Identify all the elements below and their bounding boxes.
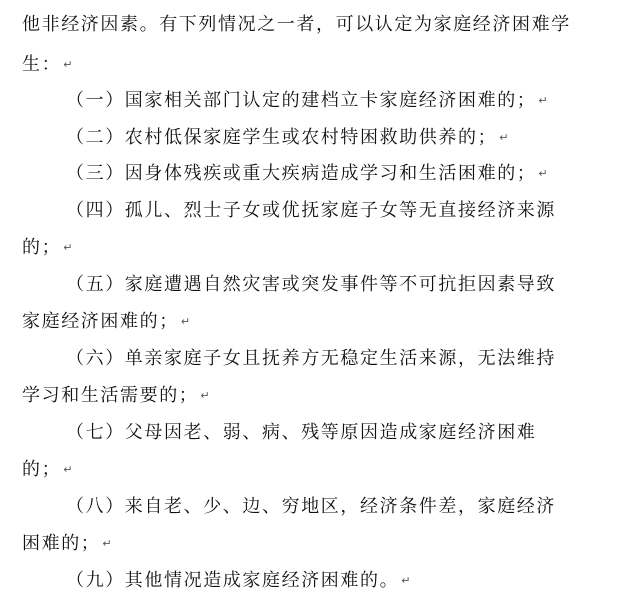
line-text: （三）因身体残疾或重大疾病造成学习和生活困难的； [66, 163, 537, 184]
paragraph-mark-icon: ↵ [499, 131, 509, 144]
paragraph-mark-icon: ↵ [63, 241, 73, 254]
list-item-7 [66, 421, 631, 445]
paragraph-mark-icon: ↵ [538, 94, 548, 107]
line-text: （一）国家相关部门认定的建档立卡家庭经济困难的； [66, 90, 537, 111]
list-item-6-continued [22, 384, 622, 408]
line-text: 生： [22, 54, 62, 75]
list-item-8-continued [22, 532, 622, 556]
list-item-3 [66, 162, 631, 186]
text-line-2 [22, 53, 622, 77]
list-item-7-continued [22, 458, 622, 482]
line-text: （八）来自老、少、边、穷地区，经济条件差，家庭经济 [66, 496, 556, 517]
line-text: （九）其他情况造成家庭经济困难的。 [66, 570, 400, 591]
line-text: 的； [22, 237, 62, 258]
paragraph-mark-icon: ↵ [102, 537, 112, 550]
line-text: 的； [22, 459, 62, 480]
paragraph-mark-icon: ↵ [63, 58, 73, 71]
text-line-1 [22, 13, 622, 37]
line-text: （七）父母因老、弱、病、残等原因造成家庭经济困难 [66, 422, 537, 443]
list-item-2 [66, 126, 631, 150]
paragraph-mark-icon: ↵ [401, 574, 411, 587]
paragraph-mark-icon: ↵ [538, 167, 548, 180]
list-item-4 [66, 199, 631, 223]
paragraph-mark-icon: ↵ [200, 389, 210, 402]
line-text: 学习和生活需要的； [22, 385, 199, 406]
list-item-5 [66, 273, 631, 297]
paragraph-mark-icon: ↵ [180, 315, 191, 328]
line-text: 他非经济因素。有下列情况之一者，可以认定为家庭经济困难学 [22, 14, 571, 35]
line-text: （四）孤儿、烈士子女或优抚家庭子女等无直接经济来源 [66, 200, 556, 221]
list-item-8 [66, 495, 631, 519]
list-item-1 [66, 89, 631, 113]
list-item-6 [66, 347, 631, 371]
line-text: 家庭经济困难的； [22, 311, 179, 332]
list-item-9 [66, 569, 631, 593]
list-item-5-continued [22, 310, 622, 334]
line-text: （五）家庭遭遇自然灾害或突发事件等不可抗拒因素导致 [66, 274, 556, 295]
line-text: （二）农村低保家庭学生或农村特困救助供养的； [66, 127, 498, 148]
list-item-4-continued [22, 236, 622, 260]
line-text: 困难的； [22, 533, 101, 554]
paragraph-mark-icon: ↵ [63, 463, 73, 476]
line-text: （六）单亲家庭子女且抚养方无稳定生活来源，无法维持 [66, 348, 556, 369]
